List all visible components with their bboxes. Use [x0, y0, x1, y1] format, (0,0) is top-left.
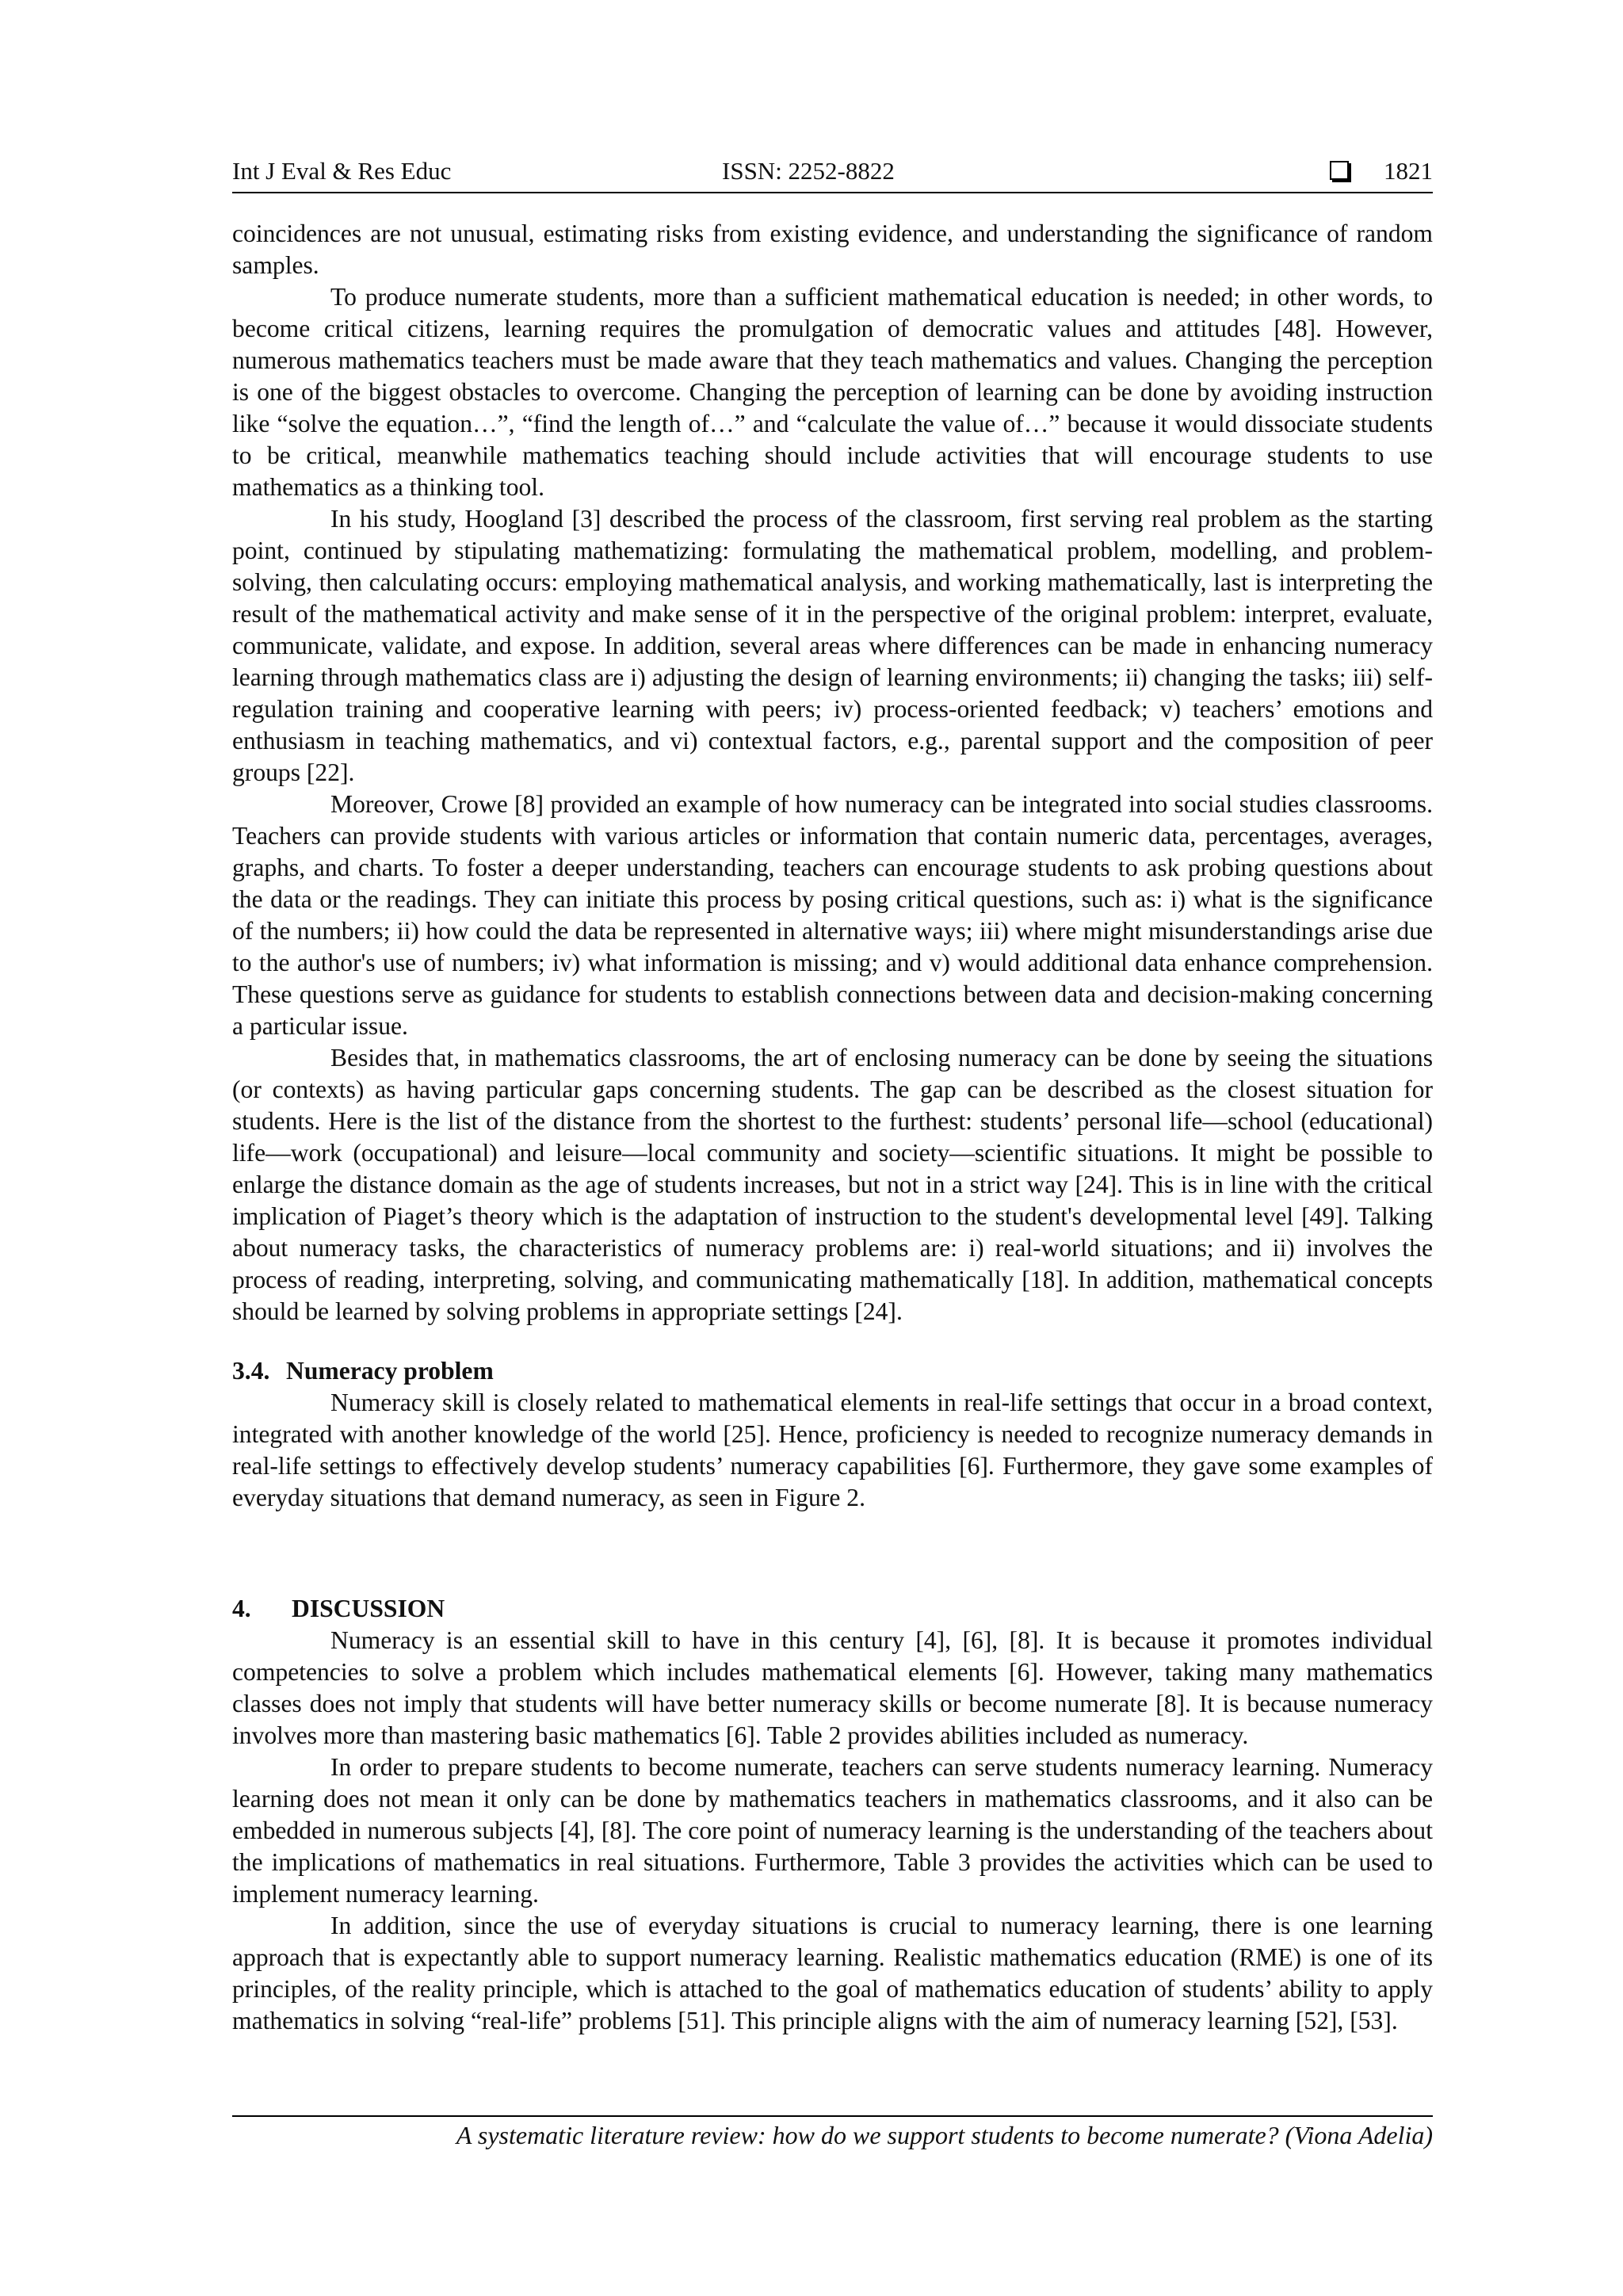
journal-name: Int J Eval & Res Educ: [232, 157, 452, 185]
section-title: Numeracy problem: [286, 1357, 494, 1385]
section-heading-3-4: [232, 1355, 1433, 1387]
issn: ISSN: 2252-8822: [722, 157, 895, 185]
paragraph-numerate-students: To produce numerate students, more than a sufficient mathematical education is needed; in other words, to become critical citizens, learning requires the promulgation of democratic values and attitudes [48]. However, numerous mathematics teachers must be made aware that they teach mathematics and values. Changing the perception is one of the biggest obstacles to overcome. Changing the perception of learning can be done by avoiding instruction like “solve the equation…”, “find the length of…” and “calculate the value of…” because it would dissociate students to be critical, meanwhile mathematics teaching should include activities that will encourage students to use mathematics as a thinking tool.: [232, 283, 1433, 501]
page-number-group: [1330, 155, 1433, 187]
paragraph-discussion-2: In order to prepare students to become numerate, teachers can serve students numeracy learning. Numeracy learning does not mean it only can be done by mathematics teachers in mathematics classrooms, and it also can be embedded in numerous subjects [4], [8]. The core point of numeracy learning is the understanding of the teachers about the implications of mathematics in real situations. Furthermore, Table 3 provides the activities which can be used to implement numeracy learning.: [232, 1753, 1433, 1908]
section-number: 3.4.: [232, 1357, 270, 1385]
paragraph-discussion-3: In addition, since the use of everyday situations is crucial to numeracy learning, there is one learning approach that is expectantly able to support numeracy learning. Realistic mathematics education (RME) is one of its principles, of the reality principle, which is attached to the goal of mathematics education of students’ ability to apply mathematics in solving “real-life” problems [51]. This principle aligns with the aim of numeracy learning [52], [53].: [232, 1912, 1433, 2034]
page-number: 1821: [1384, 157, 1433, 185]
square-bullet-icon: [1330, 161, 1349, 180]
footer-rule: [232, 2115, 1433, 2117]
paragraph-crowe: Moreover, Crowe [8] provided an example of how numeracy can be integrated into social studies classrooms. Teachers can provide students with various articles or information that contain numeric data, percentages, averages, graphs, and charts. To foster a deeper understanding, teachers can encourage students to ask probing questions about the data or the readings. They can initiate this process by posing critical questions, such as: i) what is the significance of the numbers; ii) how could the data be represented in alternative ways; iii) where might misunderstandings arise due to the author's use of numbers; iv) what information is missing; and v) would additional data enhance comprehension. These questions serve as guidance for students to establish connections between data and decision-making concerning a particular issue.: [232, 790, 1433, 1040]
paragraph-continued: coincidences are not unusual, estimating risks from existing evidence, and understanding the significance of random samples.: [232, 220, 1433, 279]
paragraph-hoogland: In his study, Hoogland [3] described the process of the classroom, first serving real problem as the starting point, continued by stipulating mathematizing: formulating the mathematical problem, modelling, and problem-solving, then calculating occurs: employing mathematical analysis, and working mathematically, last is interpreting the result of the mathematical activity and make sense of it in the perspective of the original problem: interpret, evaluate, communicate, validate, and expose. In addition, several areas where differences can be made in enhancing numeracy learning through mathematics class are i) adjusting the design of learning environments; ii) changing the tasks; iii) self-regulation training and cooperative learning with peers; iv) process-oriented feedback; v) teachers’ emotions and enthusiasm in teaching mathematics, and vi) contextual factors, e.g., parental support and the composition of peer groups [22].: [232, 505, 1433, 786]
section-heading-4: [232, 1593, 1433, 1625]
running-header: [232, 155, 1433, 193]
section-title: DISCUSSION: [292, 1595, 445, 1622]
paragraph-situations: Besides that, in mathematics classrooms, the art of enclosing numeracy can be done by seeing the situations (or contexts) as having particular gaps concerning students. The gap can be described as the closest situation for students. Here is the list of the distance from the shortest to the furthest: students’ personal life—school (educational) life—work (occupational) and leisure—local community and society—scientific situations. It might be possible to enlarge the distance domain as the age of students increases, but not in a strict way [24]. This is in line with the critical implication of Piaget’s theory which is the adaptation of instruction to the student's developmental level [49]. Talking about numeracy tasks, the characteristics of numeracy problems are: i) real-world situations; and ii) involves the process of reading, interpreting, solving, and communicating mathematically [18]. In addition, mathematical concepts should be learned by solving problems in appropriate settings [24].: [232, 1044, 1433, 1325]
paragraph-numeracy-problem: Numeracy skill is closely related to mathematical elements in real-life settings that occur in a broad context, integrated with another knowledge of the world [25]. Hence, proficiency is needed to recognize numeracy demands in real-life settings to effectively develop students’ numeracy capabilities [6]. Furthermore, they gave some examples of everyday situations that demand numeracy, as seen in Figure 2.: [232, 1389, 1433, 1511]
body-text: [232, 218, 1433, 2037]
running-footer: A systematic literature review: how do we support students to become numerate? (Viona Adelia): [456, 2121, 1433, 2149]
section-number: 4.: [232, 1595, 251, 1622]
paragraph-discussion-1: Numeracy is an essential skill to have in this century [4], [6], [8]. It is because it promotes individual competencies to solve a problem which includes mathematical elements [6]. However, taking many mathematics classes does not imply that students will have better numeracy skills or become numerate [8]. It is because numeracy involves more than mastering basic mathematics [6]. Table 2 provides abilities included as numeracy.: [232, 1626, 1433, 1749]
